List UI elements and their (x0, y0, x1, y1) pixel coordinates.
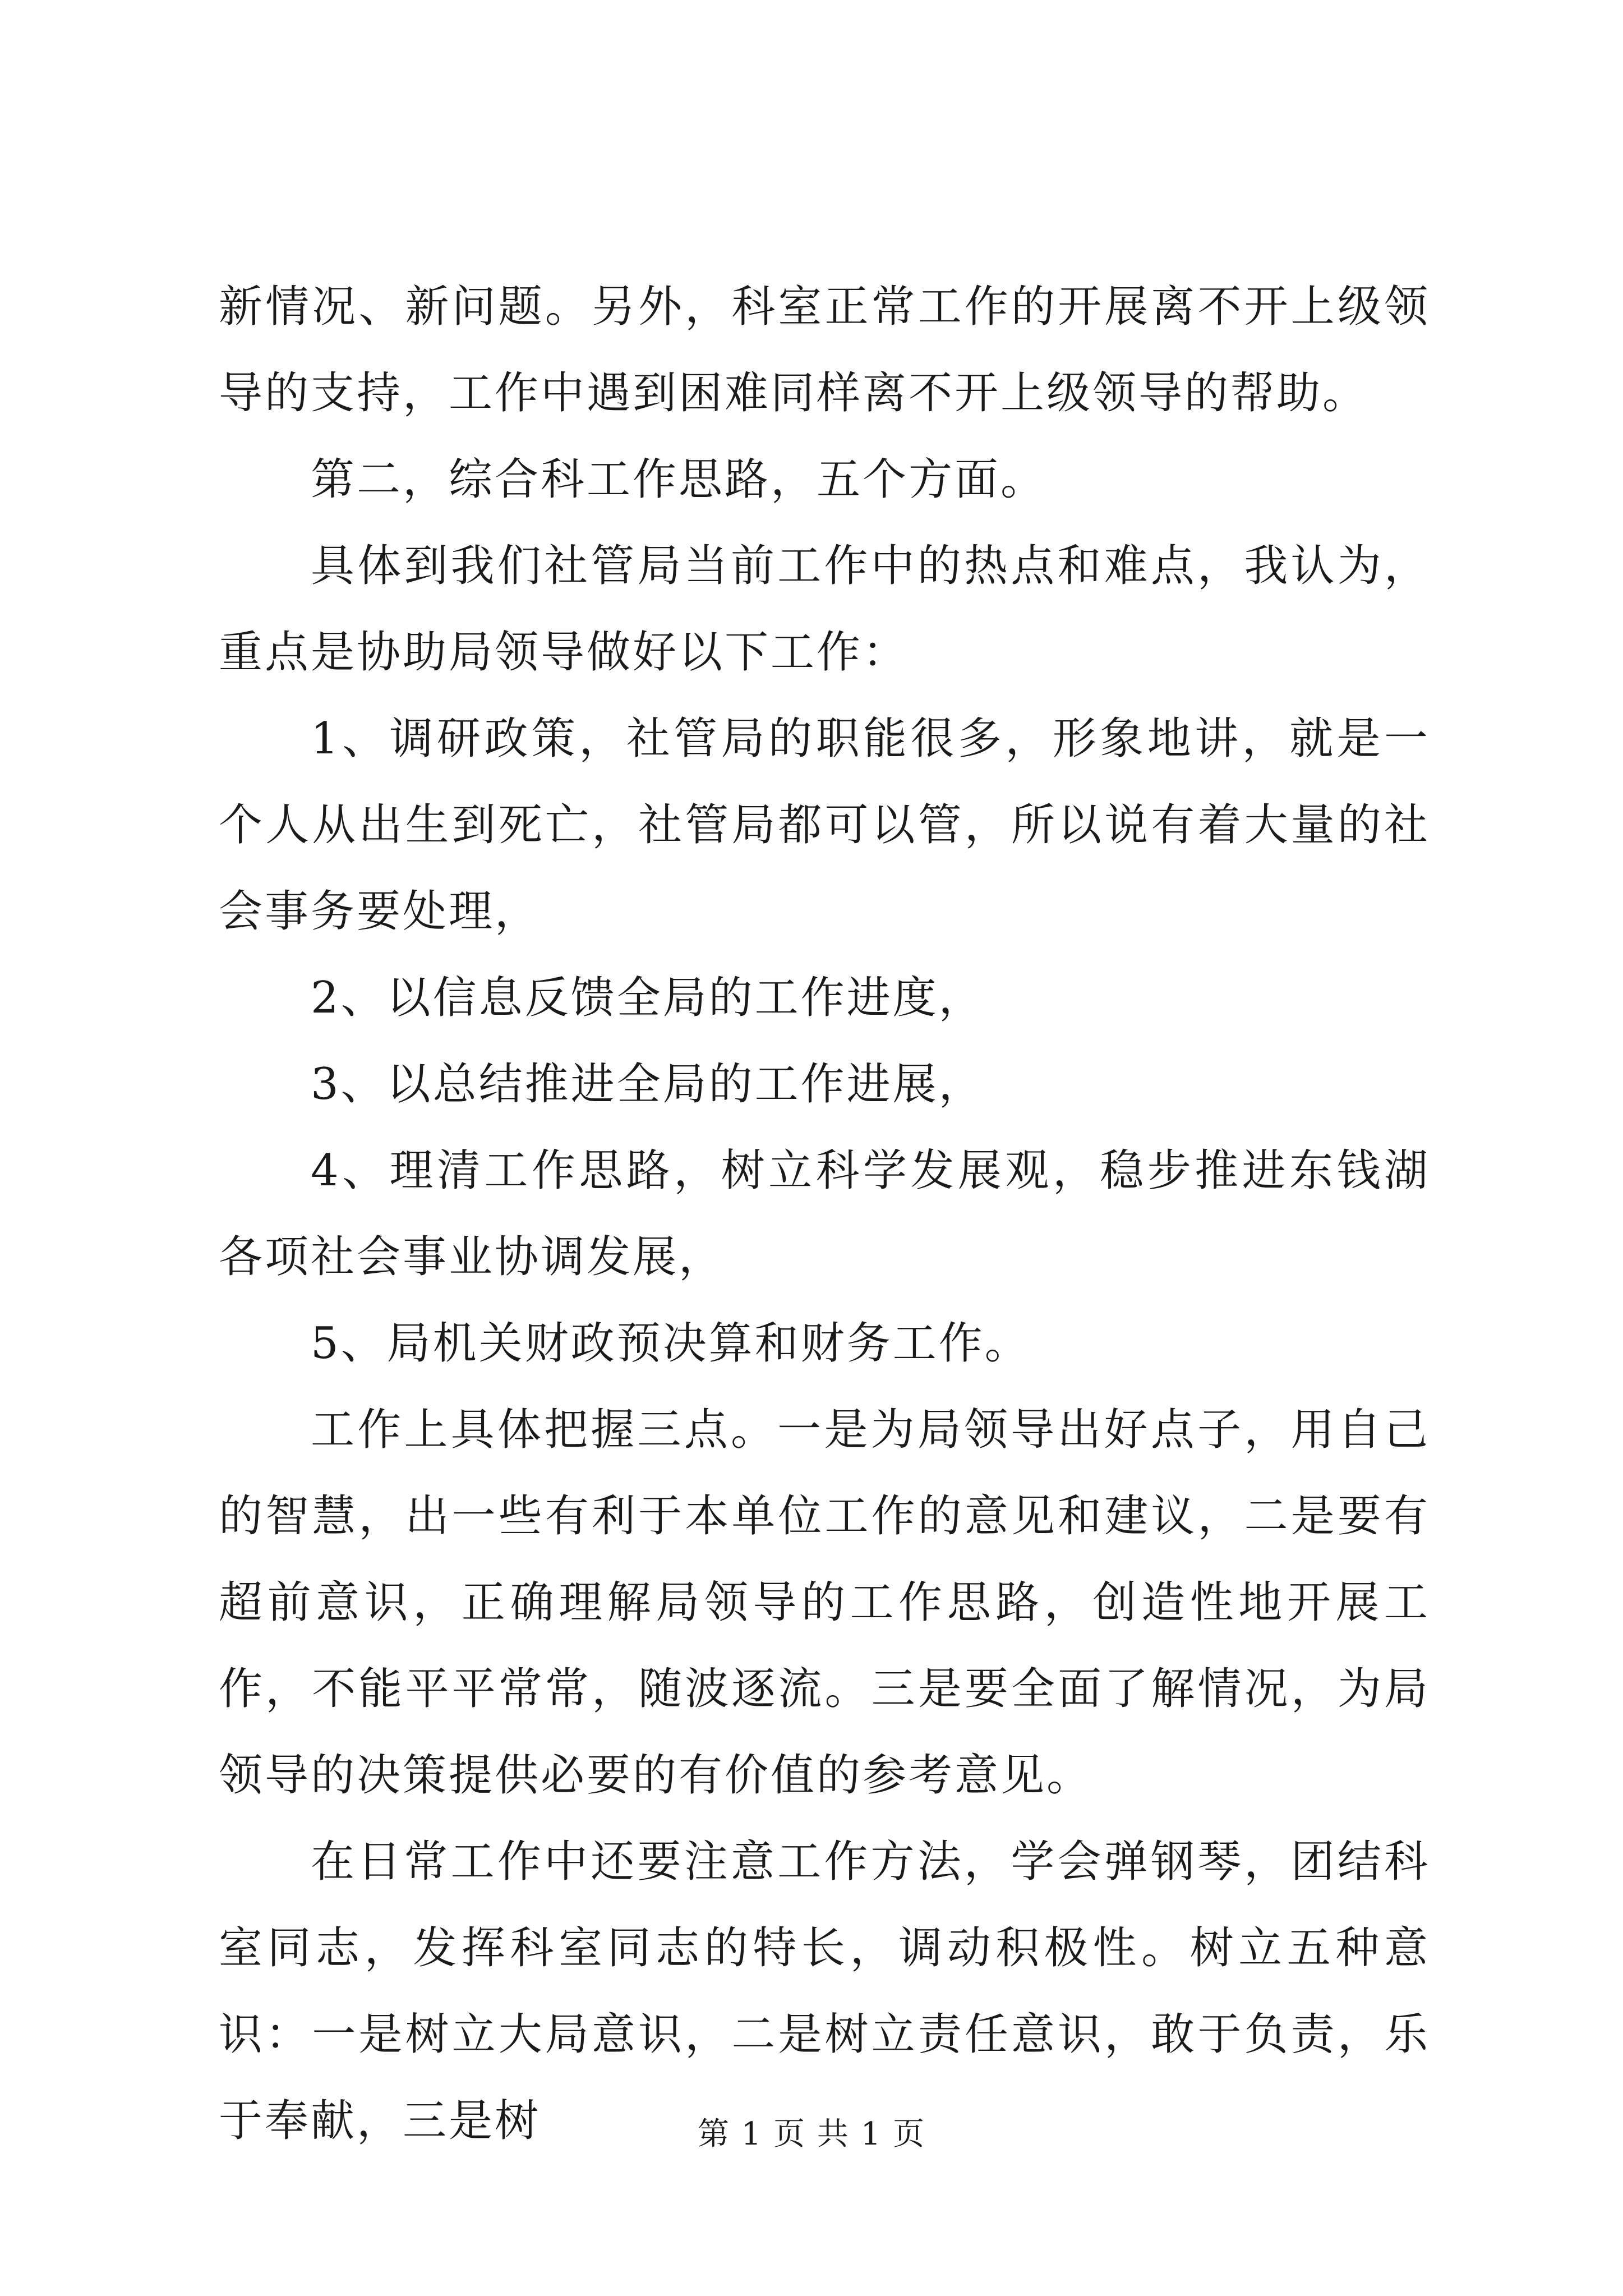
paragraph: 1、调研政策，社管局的职能很多，形象地讲，就是一个人从出生到死亡，社管局都可以管，所以说有着大量的社会事务要处理， (219, 714, 1430, 937)
page-number-footer: 第 1 页 共 1 页 (697, 2116, 926, 2152)
paragraph: 具体到我们社管局当前工作中的热点和难点，我认为，重点是协助局领导做好以下工作： (219, 541, 1430, 678)
paragraph: 第二，综合科工作思路，五个方面。 (311, 454, 1047, 505)
paragraph: 3、以总结推进全局的工作进展， (311, 1059, 985, 1110)
paragraph: 新情况、新问题。另外，科室正常工作的开展离不开上级领导的支持，工作中遇到困难同样离不开上级领导的帮助。 (219, 282, 1430, 418)
paragraph: 4、理清工作思路，树立科学发展观，稳步推进东钱湖各项社会事业协调发展， (219, 1145, 1430, 1282)
document-body (219, 264, 1430, 2164)
paragraph: 2、以信息反馈全局的工作进度， (311, 973, 985, 1023)
paragraph: 工作上具体把握三点。一是为局领导出好点子，用自己的智慧，出一些有利于本单位工作的意见和建议，二是要有超前意识，正确理解局领导的工作思路，创造性地开展工作，不能平平常常，随波逐流。三是要全面了解情况，为局领导的决策提供必要的有价值的参考意见。 (219, 1405, 1430, 1801)
paragraph: 在日常工作中还要注意工作方法，学会弹钢琴，团结科室同志，发挥科室同志的特长，调动积极性。树立五种意识：一是树立大局意识，二是树立责任意识，敢于负责，乐于奉献，三是树 (219, 1837, 1430, 2146)
paragraph: 5、局机关财政预决算和财务工作。 (311, 1318, 1031, 1369)
